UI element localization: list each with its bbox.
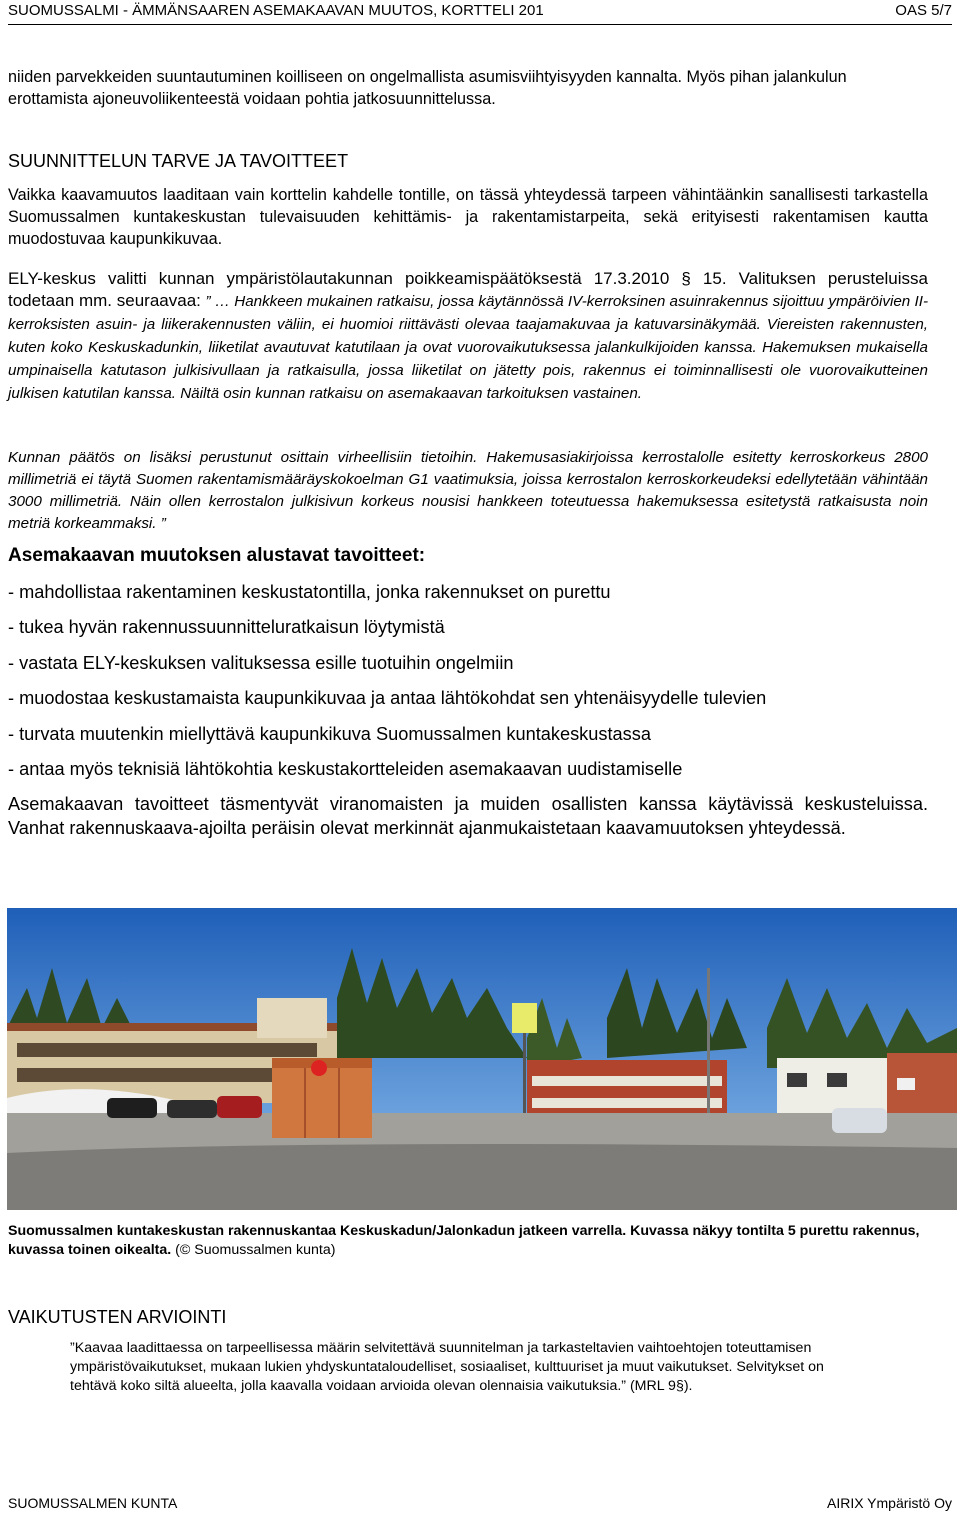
photo-caption (8, 1222, 928, 1260)
list-item: - muodostaa keskustamaista kaupunkikuvaa ja antaa lähtökohdat sen yhtenäisyydelle tulevien (8, 688, 767, 709)
goals-heading: Asemakaavan muutoksen alustavat tavoitteet: (8, 545, 426, 566)
list-item: - antaa myös teknisiä lähtökohtia keskustakortteleiden asemakaavan uudistamiselle (8, 758, 683, 779)
section-heading-planning-needs: SUUNNITTELUN TARVE JA TAVOITTEET (8, 151, 349, 171)
municipal-decision-paragraph: Kunnan päätös on lisäksi perustunut osittain virheellisiin tietoihin. Hakemusasiakirjoissa kerrostalolle esitetty kerroskorkeus 2800 millimetriä ei täytä Suomen rakentamismääräyskokoelman G1 vaatimuksia, joissa kerrostalon kerroskorkeudeksi edellytetään vähintään 3000 millimetriä. Näin ollen kerrostalon julkisivun korkeus nousisi hankkeen toteutuessa hakemuksessa esitetystä ratkaisusta noin metriä korkeammaksi. ” (8, 449, 928, 532)
list-item: - turvata muutenkin miellyttävä kaupunkikuva Suomussalmen kuntakeskustassa (8, 723, 651, 744)
page-header (8, 0, 952, 22)
photo-credit: (© Suomussalmen kunta) (171, 1242, 336, 1258)
footer-municipality: SUOMUSSALMEN KUNTA (8, 1495, 178, 1511)
town-centre-photo (7, 908, 957, 1210)
ely-appeal-lead: ELY-keskus valitti kunnan ympäristölautakunnan poikkeamispäätöksestä 17.3.2010 § 15. Valituksen perusteluissa todetaan mm. seuraavaa: (8, 269, 928, 310)
header-rule (8, 24, 952, 25)
ely-appeal-quote: ” … Hankkeen mukainen ratkaisu, jossa käytännössä IV-kerroksinen asuinrakennus sijoittuu ympäröivien II-kerroksisten asuin- ja liikerakennusten väliin, ei huomioi riittävästi olevaa taajamakuvaa ja katuvarsinäkymää. Viereisten rakennusten, kuten koko Keskuskadunkin, liiketilat avautuvat katutilaan ja ovat vuorovaikutuksessa jalankulkijoiden kanssa. Hakemuksen mukaisella umpinaisella katutason julkisivullaan ja ratkaisulla, jossa liiketilat on jätetty pois, rakennus ei toiminnallisesti ole vuorovaikutteinen julkisen katutilan kanssa. Näiltä osin kunnan ratkaisu on asemakaavan tarkoituksen vastainen. (8, 293, 929, 402)
document-title: SUOMUSSALMI - ÄMMÄNSAAREN ASEMAKAAVAN MUUTOS, KORTTELI 201 (8, 2, 544, 19)
planning-needs-paragraph: Vaikka kaavamuutos laaditaan vain korttelin kahdelle tontille, on tässä yhteydessä tarpeen vähintäänkin sanallisesti tarkastella Suomussalmen kuntakeskustan tulevaisuuden kehittämis- ja rakentamistarpeita, sekä erityisesti rakentamisen kautta muodostuvaa kaupunkikuvaa. (8, 186, 928, 248)
page-number: OAS 5/7 (895, 2, 952, 19)
goals-list (8, 578, 938, 790)
footer-company: AIRIX Ympäristö Oy (826, 1495, 952, 1511)
goals-closing-paragraph: Asemakaavan tavoitteet täsmentyvät viranomaisten ja muiden osallisten kanssa käytävissä keskusteluissa. Vanhat rakennuskaava-ajoilta peräisin olevat merkinnät ajanmukaistetaan kaavamuutoksen yhteydessä. (8, 794, 928, 838)
list-item: - tukea hyvän rakennussuunnitteluratkaisun löytymistä (8, 617, 445, 638)
photo-caption-text: Suomussalmen kuntakeskustan rakennuskantaa Keskuskadun/Jalonkadun jatkeen varrella. Kuvassa näkyy tontilta 5 purettu rakennus, kuvassa toinen oikealta. (8, 1223, 920, 1258)
list-item: - vastata ELY-keskuksen valituksessa esille tuotuihin ongelmiin (8, 652, 514, 673)
mrl-quote: ”Kaavaa laadittaessa on tarpeellisessa määrin selvitettävä suunnitelman ja tarkasteltavien vaihtoehtojen toteuttamisen ympäristövaikutukset, mukaan lukien yhdyskuntataloudelliset, sosiaaliset, kulttuuriset ja muut vaikutukset. Selvitykset on tehtävä koko siltä alueelta, jolla kaavalla voidaan arvioida olevan olennaisia vaikutuksia.” (MRL 9§). (70, 1340, 824, 1394)
section-heading-impact-assessment: VAIKUTUSTEN ARVIOINTI (8, 1307, 227, 1327)
intro-paragraph: niiden parvekkeiden suuntautuminen koilliseen on ongelmallista asumisviihtyisyyden kannalta. Myös pihan jalankulun erottamista ajoneuvoliikenteestä voidaan pohtia jatkosuunnittelussa. (8, 68, 847, 108)
list-item: - mahdollistaa rakentaminen keskustatontilla, jonka rakennukset on purettu (8, 582, 611, 602)
ely-appeal-paragraph (8, 268, 928, 405)
